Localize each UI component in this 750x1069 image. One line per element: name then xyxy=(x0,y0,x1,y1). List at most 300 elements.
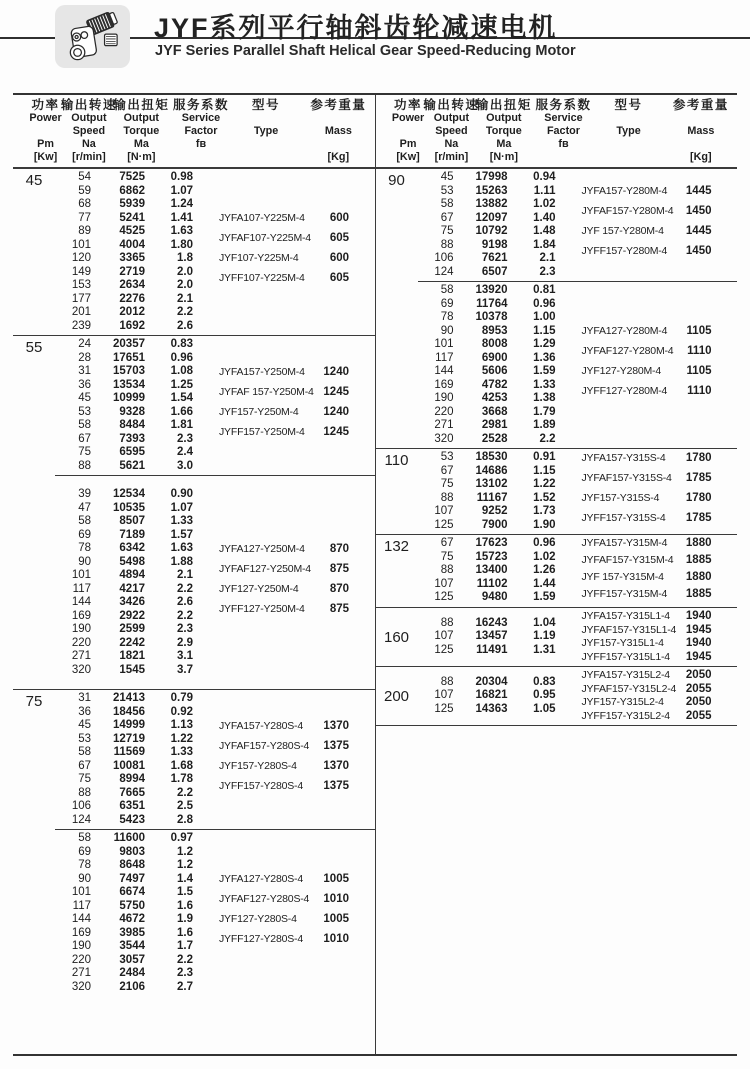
speed-value: 125 xyxy=(434,518,454,531)
table-section xyxy=(55,690,375,829)
torque-value: 1545 xyxy=(119,663,145,676)
power-value: 75 xyxy=(25,693,43,710)
power-group-45 xyxy=(13,169,375,336)
torque-value: 9803 xyxy=(119,845,145,858)
header-line xyxy=(310,138,366,151)
type-row xyxy=(219,406,375,426)
table-row xyxy=(55,212,195,226)
header-line: Mass xyxy=(687,124,715,137)
group-body xyxy=(55,336,375,689)
torque-value: 15263 xyxy=(475,184,508,197)
speed-value: 58 xyxy=(78,419,91,431)
type-row xyxy=(582,588,738,605)
factor-value: 1.36 xyxy=(533,351,556,364)
factor-value: 2.1 xyxy=(539,252,556,264)
group-body xyxy=(418,608,738,666)
power-value: 45 xyxy=(25,172,43,189)
mass-value: 1940 xyxy=(685,637,712,649)
mass-value: 1005 xyxy=(323,913,349,925)
type-name: JYFAF127-Y280M-4 xyxy=(581,345,674,357)
type-row xyxy=(582,537,738,554)
torque-value: 4217 xyxy=(119,582,145,595)
power-group-90 xyxy=(376,169,738,449)
table-section xyxy=(418,169,738,281)
speed-value: 124 xyxy=(434,265,454,278)
header-line: 服务系数 xyxy=(535,98,592,112)
mass-value: 1005 xyxy=(323,873,349,885)
type-row xyxy=(219,583,375,603)
table-row xyxy=(55,664,195,678)
mass-value: 1785 xyxy=(685,471,712,484)
type-name: JYFA127-Y280S-4 xyxy=(219,873,303,885)
type-name: JYF127-Y280S-4 xyxy=(219,913,297,925)
table-row xyxy=(418,225,558,239)
type-name: JYFAF 157-Y250M-4 xyxy=(219,385,314,398)
factor-value: 1.05 xyxy=(533,702,556,715)
header-line: Type xyxy=(616,124,641,137)
mass-value: 1785 xyxy=(685,511,712,524)
mass-value: 1010 xyxy=(323,933,349,945)
table-section xyxy=(55,336,375,475)
header-line: Speed xyxy=(435,124,468,137)
type-row xyxy=(219,366,375,386)
type-row xyxy=(582,205,738,225)
type-name: JYFF127-Y250M-4 xyxy=(219,602,305,615)
table-row xyxy=(418,252,558,266)
type-name: JYFF157-Y250M-4 xyxy=(219,425,305,438)
type-name: JYFAF127-Y250M-4 xyxy=(219,562,311,575)
type-row xyxy=(582,624,738,638)
table-section xyxy=(55,829,375,996)
torque-value: 6674 xyxy=(119,886,145,898)
factor-value: 2.5 xyxy=(177,800,193,812)
factor-value: 2.7 xyxy=(177,980,193,993)
type-name: JYFF127-Y280S-4 xyxy=(219,933,303,945)
group-body xyxy=(55,690,375,996)
speed-value: 190 xyxy=(71,623,91,635)
type-name: JYFF107-Y225M-4 xyxy=(219,272,305,284)
torque-value: 9328 xyxy=(119,405,145,418)
table-row xyxy=(55,886,195,900)
table-row xyxy=(418,284,558,298)
header-line: [Kw] xyxy=(33,150,58,163)
type-name: JYF157-Y250M-4 xyxy=(219,405,299,418)
page-subtitle: JYF Series Parallel Shaft Helical Gear Speed-Reducing Motor xyxy=(155,43,576,59)
table-row xyxy=(418,338,558,352)
factor-value: 1.15 xyxy=(533,324,556,337)
table-row xyxy=(55,981,195,995)
mass-value: 1245 xyxy=(323,385,349,398)
table-row xyxy=(418,325,558,339)
torque-value: 8953 xyxy=(481,324,508,337)
header-line: 输出扭矩 xyxy=(113,98,170,112)
header-line: Torque xyxy=(123,124,160,137)
torque-value: 6507 xyxy=(481,265,508,278)
torque-value: 10378 xyxy=(475,311,508,323)
factor-value: 3.7 xyxy=(177,663,193,676)
torque-value: 2484 xyxy=(119,967,145,979)
type-row xyxy=(219,603,375,623)
table-row xyxy=(55,719,195,733)
factor-value: 1.7 xyxy=(177,940,193,952)
table-row xyxy=(418,591,558,605)
type-list xyxy=(582,537,738,605)
mass-value: 1370 xyxy=(323,719,349,732)
factor-value: 0.83 xyxy=(170,338,193,350)
speed-value: 125 xyxy=(434,702,454,715)
table-row xyxy=(55,185,195,199)
torque-value: 3426 xyxy=(119,596,145,608)
torque-value: 5621 xyxy=(119,459,145,472)
data-rows xyxy=(55,692,195,827)
header-line: [r/min] xyxy=(434,150,469,163)
type-list xyxy=(219,720,375,800)
group-body xyxy=(418,169,738,448)
table-row xyxy=(55,610,195,624)
torque-value: 9252 xyxy=(481,505,508,517)
torque-value: 9198 xyxy=(481,238,508,251)
mass-value: 605 xyxy=(329,272,349,284)
table-row xyxy=(418,578,558,592)
header-line: Pm xyxy=(399,137,417,150)
factor-value: 1.33 xyxy=(533,378,556,391)
header-line: [r/min] xyxy=(72,150,106,163)
factor-value: 1.38 xyxy=(533,392,556,404)
header-line: 功率 xyxy=(394,98,423,112)
factor-value: 1.78 xyxy=(170,773,193,785)
speed-value: 101 xyxy=(71,569,91,581)
type-row xyxy=(582,683,738,697)
group-body xyxy=(55,169,375,335)
table-row xyxy=(418,519,558,533)
speed-value: 107 xyxy=(434,689,454,702)
data-rows xyxy=(418,676,558,717)
factor-value: 1.84 xyxy=(533,238,556,251)
speed-value: 58 xyxy=(440,198,454,210)
factor-value: 1.79 xyxy=(533,405,556,418)
type-row xyxy=(219,893,375,913)
speed-value: 69 xyxy=(440,297,454,310)
speed-value: 88 xyxy=(440,238,454,251)
torque-value: 17651 xyxy=(113,351,145,364)
factor-value: 1.6 xyxy=(177,926,193,939)
type-name: JYF157-Y315L1-4 xyxy=(581,637,664,649)
mass-value: 1105 xyxy=(686,365,712,377)
mass-value: 1110 xyxy=(687,385,712,397)
factor-value: 1.25 xyxy=(170,378,193,391)
speed-value: 117 xyxy=(435,351,454,364)
speed-value: 78 xyxy=(78,542,91,554)
header-line: Torque xyxy=(485,124,522,137)
torque-value: 11569 xyxy=(113,746,145,758)
type-row xyxy=(219,760,375,780)
header-line: [N·m] xyxy=(489,150,518,163)
table-row xyxy=(55,239,195,253)
table-row xyxy=(418,703,558,717)
speed-value: 117 xyxy=(72,582,91,595)
power-group-110 xyxy=(376,449,738,535)
type-row xyxy=(582,365,738,385)
mass-value: 600 xyxy=(329,252,349,264)
speed-value: 53 xyxy=(78,732,91,745)
torque-value: 20304 xyxy=(475,675,508,688)
torque-value: 2106 xyxy=(119,980,145,993)
type-name: JYFA157-Y280S-4 xyxy=(219,719,303,732)
speed-value: 320 xyxy=(71,980,91,993)
torque-value: 16821 xyxy=(475,689,508,702)
table-row xyxy=(55,873,195,887)
speed-value: 58 xyxy=(78,832,91,844)
table-row xyxy=(418,239,558,253)
torque-value: 6862 xyxy=(119,184,145,197)
factor-value: 2.3 xyxy=(539,265,556,278)
header-line: Factor xyxy=(546,124,580,137)
table-row xyxy=(418,365,558,379)
type-name: JYFAF157-Y315M-4 xyxy=(581,554,674,566)
table-row xyxy=(55,419,195,433)
torque-value: 20357 xyxy=(113,338,145,350)
column-header-speed xyxy=(61,99,117,164)
type-list xyxy=(582,610,738,664)
factor-value: 1.22 xyxy=(533,478,556,490)
torque-value: 5606 xyxy=(481,365,508,377)
type-name: JYFF157-Y315L2-4 xyxy=(581,709,670,722)
type-name: JYFA157-Y315L2-4 xyxy=(581,669,670,681)
mass-value: 875 xyxy=(329,602,349,615)
torque-value: 4525 xyxy=(119,225,145,237)
mass-value: 1450 xyxy=(685,205,712,217)
type-list xyxy=(582,669,738,723)
torque-value: 3668 xyxy=(481,405,508,418)
table-row xyxy=(55,583,195,597)
speed-value: 68 xyxy=(78,198,91,210)
column-header-power xyxy=(392,99,424,164)
factor-value: 1.90 xyxy=(533,518,556,531)
factor-value: 0.92 xyxy=(170,705,193,718)
column-header-mass xyxy=(673,99,729,164)
factor-value: 2.0 xyxy=(177,279,193,291)
column-header-type xyxy=(615,99,643,138)
type-name: JYF157-Y280S-4 xyxy=(219,759,297,772)
speed-value: 89 xyxy=(78,225,91,237)
torque-value: 10081 xyxy=(113,759,145,772)
type-name: JYFF127-Y280M-4 xyxy=(581,385,668,397)
speed-value: 36 xyxy=(78,705,91,718)
factor-value: 1.9 xyxy=(177,913,193,925)
torque-value: 4782 xyxy=(481,378,508,391)
type-row xyxy=(219,543,375,563)
factor-value: 3.0 xyxy=(177,459,193,472)
type-row xyxy=(582,472,738,492)
speed-value: 220 xyxy=(434,405,454,418)
table-row xyxy=(418,433,558,447)
table-row xyxy=(55,460,195,474)
column-headers xyxy=(376,95,738,169)
data-rows xyxy=(418,284,558,446)
power-value: 200 xyxy=(383,687,410,705)
speed-value: 106 xyxy=(434,252,454,264)
torque-value: 12097 xyxy=(475,211,508,224)
factor-value: 1.24 xyxy=(170,198,193,210)
factor-value: 2.2 xyxy=(177,786,193,799)
type-row xyxy=(582,345,738,365)
table-row xyxy=(418,676,558,690)
factor-value: 2.2 xyxy=(177,953,193,966)
mass-value: 1240 xyxy=(323,405,349,418)
factor-value: 1.52 xyxy=(533,491,556,504)
table-row xyxy=(55,650,195,664)
type-name: JYF 157-Y315M-4 xyxy=(581,571,664,583)
type-name: JYF157-Y315S-4 xyxy=(581,491,660,504)
type-list xyxy=(582,325,738,405)
mass-value: 870 xyxy=(329,542,349,555)
table-row xyxy=(55,832,195,846)
table-row xyxy=(55,392,195,406)
factor-value: 0.98 xyxy=(170,171,193,183)
header-line: Pm xyxy=(37,137,54,150)
header-line: 型号 xyxy=(252,98,281,112)
type-name: JYFA127-Y250M-4 xyxy=(219,542,305,555)
speed-value: 101 xyxy=(434,338,454,350)
data-rows xyxy=(55,171,195,333)
type-name: JYFF157-Y315S-4 xyxy=(581,511,666,524)
table-row xyxy=(55,446,195,460)
factor-value: 1.15 xyxy=(533,464,556,477)
speed-value: 31 xyxy=(78,692,91,704)
factor-value: 1.26 xyxy=(533,564,556,577)
data-rows xyxy=(418,451,558,532)
speed-value: 31 xyxy=(78,365,91,377)
torque-value: 10535 xyxy=(113,501,145,514)
factor-value: 0.83 xyxy=(533,675,556,688)
type-list xyxy=(219,366,375,446)
torque-value: 11764 xyxy=(476,297,508,310)
header-line: Service xyxy=(181,111,221,124)
table-row xyxy=(418,352,558,366)
type-name: JYFAF157-Y315S-4 xyxy=(581,471,672,484)
torque-value: 7621 xyxy=(481,252,508,264)
factor-value: 0.96 xyxy=(533,537,556,550)
header-line: 参考重量 xyxy=(310,98,367,112)
mass-value: 1945 xyxy=(685,650,712,663)
factor-value: 1.08 xyxy=(170,365,193,377)
data-rows xyxy=(55,832,195,994)
table-row xyxy=(55,379,195,393)
header-line: Na xyxy=(81,137,96,150)
column-header-torque xyxy=(113,99,169,164)
torque-value: 8484 xyxy=(119,419,145,431)
header-line: Mass xyxy=(324,124,352,137)
type-list xyxy=(219,543,375,623)
table-row xyxy=(55,596,195,610)
speed-value: 101 xyxy=(71,886,91,898)
header-line: Output xyxy=(71,111,107,124)
speed-value: 177 xyxy=(71,292,91,305)
header-line xyxy=(29,125,61,138)
torque-value: 4894 xyxy=(119,569,145,581)
factor-value: 1.68 xyxy=(170,759,193,772)
speed-value: 58 xyxy=(78,515,91,527)
table-row xyxy=(418,379,558,393)
torque-value: 6900 xyxy=(481,351,508,364)
speed-value: 220 xyxy=(71,953,91,966)
factor-value: 1.2 xyxy=(177,845,193,858)
factor-value: 0.79 xyxy=(170,692,193,704)
speed-value: 120 xyxy=(71,252,91,264)
factor-value: 1.89 xyxy=(533,419,556,431)
speed-value: 117 xyxy=(72,899,91,912)
header-line: Factor xyxy=(184,124,218,137)
table-row xyxy=(55,846,195,860)
torque-value: 5423 xyxy=(119,813,145,826)
table-row xyxy=(418,537,558,551)
table-row xyxy=(55,225,195,239)
torque-value: 7665 xyxy=(119,786,145,799)
column-header-factor xyxy=(173,99,229,164)
table-section xyxy=(418,608,738,666)
mass-value: 600 xyxy=(329,212,349,224)
table-row xyxy=(55,814,195,828)
speed-value: 107 xyxy=(434,577,454,590)
speed-value: 107 xyxy=(434,505,454,517)
factor-value: 1.00 xyxy=(533,311,556,323)
table-row xyxy=(418,505,558,519)
column-header-type xyxy=(252,99,280,138)
table-row xyxy=(55,733,195,747)
power-value: 55 xyxy=(25,339,43,356)
table-row xyxy=(55,787,195,801)
type-row xyxy=(219,740,375,760)
speed-value: 75 xyxy=(78,446,91,458)
torque-value: 4253 xyxy=(481,392,508,404)
factor-value: 1.8 xyxy=(177,252,193,264)
header-line: [Kg] xyxy=(690,150,712,163)
header-line xyxy=(673,112,729,125)
torque-value: 4004 xyxy=(119,238,145,251)
table-row xyxy=(55,706,195,720)
speed-value: 271 xyxy=(71,967,91,979)
type-row xyxy=(219,780,375,800)
type-name: JYF 157-Y280M-4 xyxy=(581,225,664,237)
table-row xyxy=(418,689,558,703)
factor-value: 0.96 xyxy=(533,297,556,310)
type-name: JYFA157-Y250M-4 xyxy=(219,365,305,378)
table-row xyxy=(418,617,558,631)
table-row xyxy=(418,551,558,565)
speed-value: 90 xyxy=(78,555,91,568)
factor-value: 1.5 xyxy=(177,886,193,898)
speed-value: 54 xyxy=(78,171,91,183)
table-row xyxy=(55,900,195,914)
table-row xyxy=(55,800,195,814)
table-row xyxy=(55,252,195,266)
speed-value: 69 xyxy=(78,845,91,858)
speed-value: 153 xyxy=(71,279,91,291)
factor-value: 2.1 xyxy=(177,569,193,581)
page-title: JYF系列平行轴斜齿轮减速电机 xyxy=(154,13,558,43)
mass-value: 1885 xyxy=(685,554,712,566)
table-row xyxy=(55,637,195,651)
header-line: Output xyxy=(486,111,522,124)
type-name: JYFA157-Y315S-4 xyxy=(581,451,666,464)
speed-value: 45 xyxy=(78,392,91,404)
table-section xyxy=(418,449,738,534)
table-row xyxy=(55,406,195,420)
torque-value: 7189 xyxy=(119,528,145,541)
factor-value: 3.1 xyxy=(177,650,193,662)
header-line: 输出扭矩 xyxy=(475,98,532,112)
torque-value: 11167 xyxy=(476,491,508,504)
